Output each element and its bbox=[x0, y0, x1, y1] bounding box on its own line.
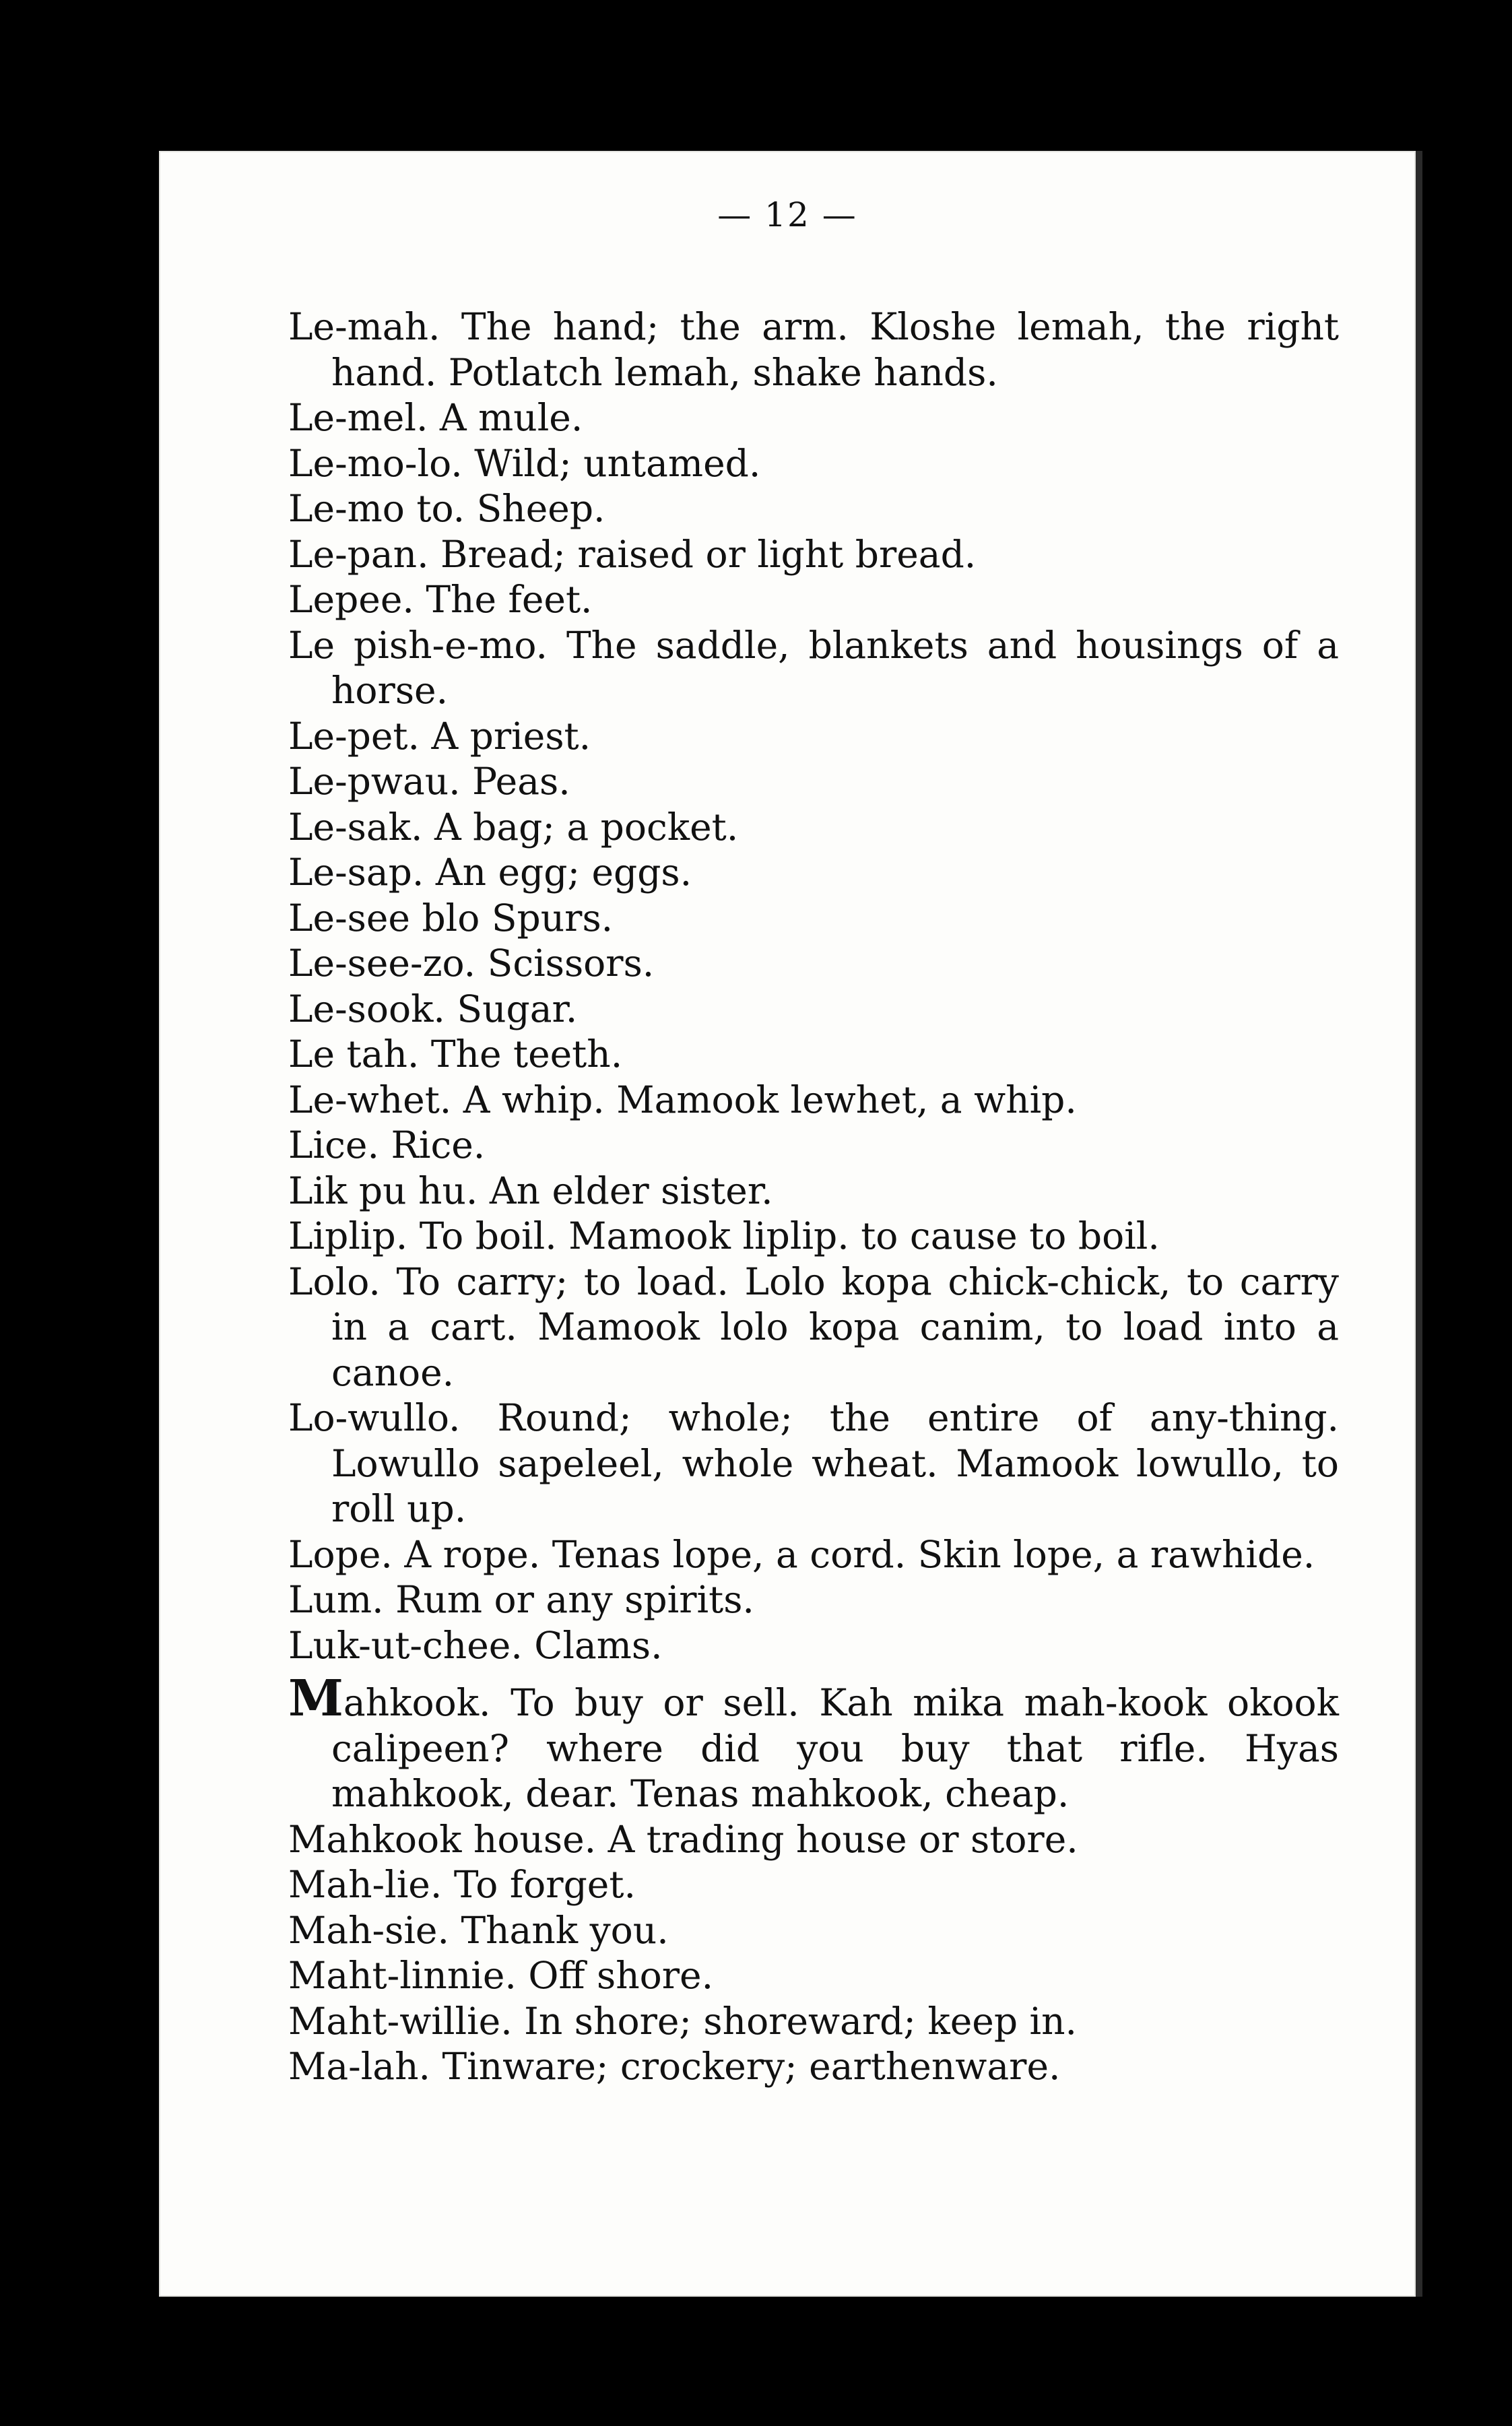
entry-definition: Spurs. bbox=[491, 896, 614, 940]
entry-headword: Le-see blo bbox=[288, 896, 480, 940]
entry-headword: Le-mo to. bbox=[288, 487, 465, 530]
dictionary-entry bbox=[288, 2044, 1339, 2090]
entry-definition: The saddle, blankets and housings of a horse. bbox=[331, 623, 1339, 712]
entry-headword: Le-pan. bbox=[288, 532, 429, 576]
entry-definition: Round; whole; the entire of any-thing. Lowullo sapeleel, whole wheat. Mamook lowullo, to roll up. bbox=[331, 1396, 1340, 1530]
dictionary-entry bbox=[288, 805, 1339, 851]
entry-headword: Le-mo-lo. bbox=[288, 441, 463, 485]
entry-headword: Mah-lie. bbox=[288, 1863, 442, 1906]
entry-definition: Clams. bbox=[534, 1623, 663, 1667]
dictionary-entry bbox=[288, 395, 1339, 441]
entry-headword: Lo-wullo. bbox=[288, 1396, 461, 1439]
dictionary-entry bbox=[288, 623, 1339, 714]
dictionary-entry bbox=[288, 1999, 1339, 2045]
entry-definition: Rum or any spirits. bbox=[395, 1578, 754, 1621]
dictionary-entry bbox=[288, 1532, 1339, 1578]
entry-headword: Lik pu hu. bbox=[288, 1169, 478, 1212]
page-number: — 12 — bbox=[717, 195, 857, 234]
entry-headword: Mahkook house. bbox=[288, 1817, 597, 1861]
entry-definition: Rice. bbox=[391, 1123, 486, 1167]
entry-headword: Mah-sie. bbox=[288, 1908, 449, 1952]
entry-definition: Bread; raised or light bread. bbox=[440, 532, 977, 576]
entry-definition: The feet. bbox=[426, 578, 593, 621]
dictionary-entry bbox=[288, 1908, 1339, 1954]
entry-definition: A priest. bbox=[431, 714, 591, 758]
section-initial-letter: M bbox=[288, 1670, 343, 1728]
dictionary-entry bbox=[288, 532, 1339, 578]
dictionary-entry bbox=[288, 577, 1339, 623]
entry-definition: A bag; a pocket. bbox=[434, 805, 739, 849]
dictionary-entry bbox=[288, 1817, 1339, 1863]
entry-headword: Liplip. bbox=[288, 1214, 408, 1257]
dictionary-entry bbox=[288, 304, 1339, 395]
entry-definition: Tinware; crockery; earthenware. bbox=[442, 2045, 1061, 2088]
entry-definition: In shore; shoreward; keep in. bbox=[524, 1999, 1078, 2043]
entry-definition: Scissors. bbox=[487, 942, 655, 985]
dictionary-entry bbox=[288, 1214, 1339, 1259]
entry-definition: Peas. bbox=[472, 760, 570, 803]
dictionary-entry bbox=[288, 1577, 1339, 1623]
dictionary-entry bbox=[288, 1032, 1339, 1078]
entry-headword: ahkook. bbox=[343, 1681, 491, 1724]
entry-definition: A trading house or store. bbox=[607, 1817, 1078, 1861]
dictionary-entry bbox=[288, 441, 1339, 487]
entry-headword: Le-pwau. bbox=[288, 760, 461, 803]
entry-headword: Le-mel. bbox=[288, 396, 428, 439]
entry-definition: Wild; untamed. bbox=[474, 441, 761, 485]
dictionary-entry bbox=[288, 941, 1339, 987]
entry-headword: Le-whet. bbox=[288, 1078, 452, 1121]
entry-headword: Le-pet. bbox=[288, 714, 420, 758]
entry-headword: Le-mah. bbox=[288, 305, 440, 348]
dictionary-entry bbox=[288, 1169, 1339, 1214]
entry-definition: To forget. bbox=[453, 1863, 636, 1906]
dictionary-entry bbox=[288, 714, 1339, 760]
entry-headword: Maht-willie. bbox=[288, 1999, 513, 2043]
entry-headword: Lice. bbox=[288, 1123, 379, 1167]
entry-headword: Le-see-zo. bbox=[288, 942, 476, 985]
dictionary-entry bbox=[288, 1259, 1339, 1396]
entry-definition: To carry; to load. Lolo kopa chick-chick, to carry in a cart. Mamook lolo kopa canim, to load into a canoe. bbox=[331, 1259, 1339, 1394]
entry-definition: A whip. Mamook lewhet, a whip. bbox=[463, 1078, 1077, 1121]
dictionary-entry bbox=[288, 1953, 1339, 1999]
entry-definition: The hand; the arm. Kloshe lemah, the right hand. Potlatch lemah, shake hands. bbox=[331, 305, 1339, 394]
entry-headword: Le-sap. bbox=[288, 851, 424, 894]
dictionary-entry bbox=[288, 759, 1339, 805]
dictionary-entries bbox=[288, 304, 1339, 2090]
entry-headword: Luk-ut-chee. bbox=[288, 1623, 523, 1667]
dictionary-entry bbox=[288, 1396, 1339, 1532]
entry-headword: Le pish-e-mo. bbox=[288, 623, 548, 667]
dictionary-entry bbox=[288, 1123, 1339, 1169]
dictionary-entry bbox=[288, 486, 1339, 532]
entry-headword: Lum. bbox=[288, 1578, 384, 1621]
entry-definition: The teeth. bbox=[430, 1032, 623, 1076]
dictionary-entry bbox=[288, 1670, 1339, 1817]
entry-headword: Lolo. bbox=[288, 1259, 381, 1303]
entry-headword: Le-sak. bbox=[288, 805, 423, 849]
entry-headword: Le tah. bbox=[288, 1032, 420, 1076]
entry-headword: Lope. bbox=[288, 1532, 393, 1576]
entry-definition: A mule. bbox=[439, 396, 583, 439]
entry-definition: An elder sister. bbox=[489, 1169, 773, 1212]
entry-headword: Maht-linnie. bbox=[288, 1954, 517, 1997]
entry-definition: To boil. Mamook liplip. to cause to boil. bbox=[419, 1214, 1160, 1257]
entry-definition: Sheep. bbox=[476, 487, 605, 530]
dictionary-entry bbox=[288, 1862, 1339, 1908]
dictionary-entry bbox=[288, 896, 1339, 942]
entry-definition: To buy or sell. Kah mika mah-kook okook calipeen? where did you buy that rifle. Hyas mahkook, dear. Tenas mahkook, cheap. bbox=[331, 1681, 1339, 1815]
page-edge bbox=[1416, 151, 1422, 2297]
entry-definition: Sugar. bbox=[457, 987, 578, 1030]
entry-headword: Le-sook. bbox=[288, 987, 445, 1030]
dictionary-entry bbox=[288, 1078, 1339, 1123]
entry-definition: A rope. Tenas lope, a cord. Skin lope, a rawhide. bbox=[404, 1532, 1315, 1576]
entry-definition: Off shore. bbox=[528, 1954, 714, 1997]
entry-headword: Lepee. bbox=[288, 578, 414, 621]
entry-definition: Thank you. bbox=[461, 1908, 669, 1952]
dictionary-entry bbox=[288, 1623, 1339, 1669]
book-page bbox=[159, 151, 1416, 2297]
dictionary-entry bbox=[288, 850, 1339, 896]
dictionary-entry bbox=[288, 987, 1339, 1032]
entry-definition: An egg; eggs. bbox=[435, 851, 692, 894]
entry-headword: Ma-lah. bbox=[288, 2045, 430, 2088]
